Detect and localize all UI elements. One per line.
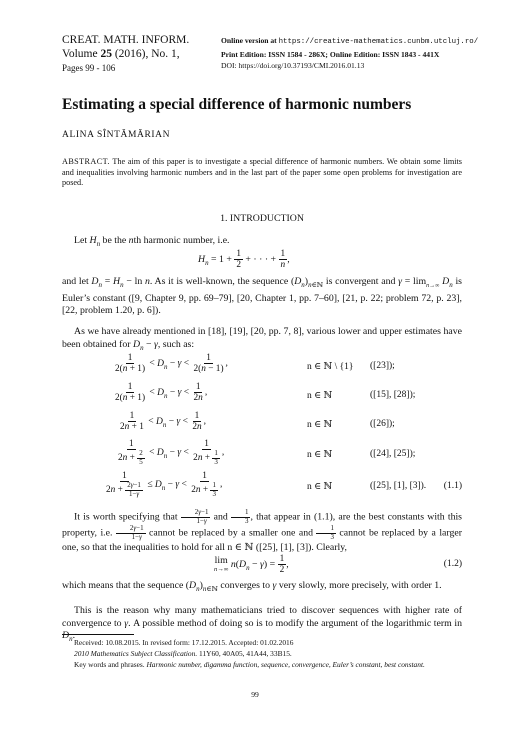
paragraph-intro: Let $H_n$ be the nth harmonic number, i.e. [74, 235, 230, 248]
equation-limit: lim n→∞ $n(D_n - \gamma)$ = $\frac{1}{2}$ , [214, 554, 289, 575]
paragraph-convergence: which means that the sequence $(D_n)_{n\in ℕ}$ converges to γ very slowly, more precisely, with order 1. [62, 580, 442, 593]
footnote-msc: 2010 Mathematics Subject Classification. 11Y60, 40A05, 41A44, 33B15. [74, 649, 292, 658]
footnote-keywords: Key words and phrases. Harmonic number, digamma function, sequence, convergence, Euler’s constant, best constant. [74, 660, 425, 669]
inequality-ref: ([15], [28]); [370, 390, 416, 400]
equation-number: (1.1) [443, 481, 462, 491]
footnote-rule [62, 634, 134, 635]
inequality-ref: ([25], [1], [3]). [370, 481, 427, 491]
footnote-received: Received: 10.08.2015. In revised form: 17.12.2015. Accepted: 01.02.2016 [74, 638, 294, 647]
journal-name: CREAT. MATH. INFORM. [62, 34, 190, 46]
journal-header [62, 33, 189, 75]
inequality-cond: n ∈ ℕ [307, 482, 333, 492]
inequality-cond: n ∈ ℕ [307, 450, 333, 460]
online-version: Online version at https://creative-mathematics.cunbm.utcluj.ro/ [221, 36, 479, 46]
inequality-cond: n ∈ ℕ \ {1} [307, 362, 354, 372]
abstract-text: The aim of this paper is to investigate a special difference of harmonic numbers. We obtain some limits and inequalities involving harmonic numbers and in the last part of the paper some open problems for investigation are posed. [62, 157, 462, 188]
paragraph-best-constants: It is worth specifying that $\frac{2\gamma-1}{1-\gamma}$ and $\frac{1}{3}$ , that appear in (1.1), are the best constants with this property, i.e. $\frac{2\gamma-1}{1-\gamma}$ cannot be replaced by a smaller one and $\frac{1}{3}$ cannot be replaced by a larger one, so that the inequalities to hold for all n ∈ ℕ ([25], [1], [3]). Clearly, [62, 508, 462, 553]
inequality-ref: ([26]); [370, 419, 395, 429]
author-name: ALINA SÎNTĂMĂRIAN [62, 130, 171, 140]
abstract-label: ABSTRACT. [62, 157, 110, 166]
inequality-row: 1 2n + $\frac{2\gamma-1}{1-\gamma}$ ≤ $D_n - \gamma$ < 1 2n + $\frac{1}{3}$ , [106, 471, 223, 498]
paragraph-motivation: This is the reason why many mathematicians tried to discover sequences with higher rate of convergence to γ. A possible method of doing so is to modify the argument of the logarithmic term in $D_n$. [62, 605, 463, 644]
inequality-row: $\frac{1}{2(n + 1)}$ < $D_n - \gamma$ < $\frac{1}{2(n - 1)}$ , [115, 353, 228, 374]
page-number: 99 [251, 690, 259, 699]
online-url[interactable]: https://creative-mathematics.cunbm.utcluj.ro/ [278, 38, 479, 46]
inequality-ref: ([23]); [370, 361, 395, 371]
journal-volume: Volume 25 (2016), No. 1, [62, 48, 180, 60]
inequality-row: 1 2n + $\frac{2}{5}$ < $D_n - \gamma$ < 1 2n + $\frac{1}{3}$ , [118, 439, 225, 466]
inequality-row: $\frac{1}{2(n + 1)}$ < $D_n - \gamma$ < $\frac{1}{2n}$ , [115, 382, 208, 403]
doi-line[interactable]: DOI: https://doi.org/10.37193/CMI.2016.01.13 [221, 61, 365, 70]
paragraph-dn: and let $D_n = H_n - \ln n$. As it is well-known, the sequence $(D_n)_{n\in ℕ}$ is convergent and $\gamma = \lim_{n\to\infty} D_n$ is Euler’s constant ([9, Chapter 9, pp. 69–79], [20, Chapter 1, pp. 7–60], [21, p. 22; problem 72, p. 23], [22, problem 1.20, p. 6]). [62, 276, 462, 317]
journal-info [221, 35, 478, 72]
inequality-cond: n ∈ ℕ [307, 391, 333, 401]
issn-line: Print Edition: ISSN 1584 - 286X; Online Edition: ISSN 1843 - 441X [221, 49, 440, 59]
journal-pages: Pages 99 - 106 [62, 63, 116, 73]
inequality-cond: n ∈ ℕ [307, 420, 333, 430]
paper-title: Estimating a special difference of harmonic numbers [62, 96, 412, 113]
paragraph-estimates: As we have already mentioned in [18], [19], [20, pp. 7, 8], various lower and upper estimates have been obtained for $D_n - \gamma$, such as: [62, 326, 462, 352]
inequality-row: $\frac{1}{2n + 1}$ < $D_n - \gamma$ < $\frac{1}{2n}$ , [120, 411, 206, 432]
abstract [62, 157, 462, 189]
equation-number: (1.2) [443, 559, 462, 569]
section-heading: 1. INTRODUCTION [220, 213, 304, 224]
inequality-ref: ([24], [25]); [370, 449, 416, 459]
equation-harmonic: $H_n = 1$ + $\frac{1}{2}$ + · · · + $\frac{1}{n}$ , [198, 249, 290, 270]
